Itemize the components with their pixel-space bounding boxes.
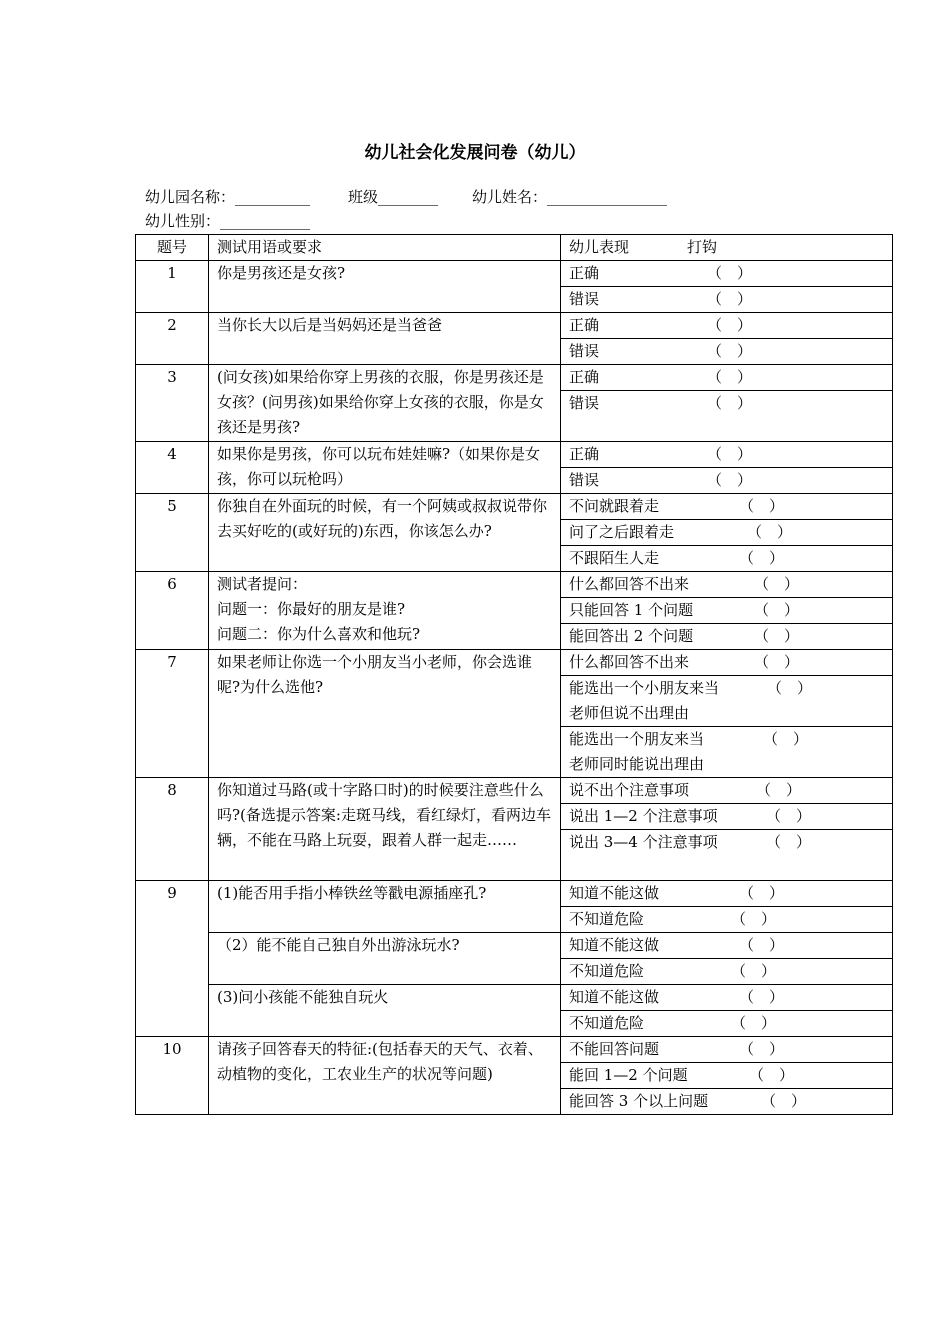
answer-option[interactable] <box>561 572 893 598</box>
answer-option[interactable] <box>561 494 893 520</box>
row-number: 7 <box>136 650 209 778</box>
check-box[interactable]: （ ） <box>739 497 785 515</box>
answer-label-cont: 老师但说不出理由 <box>569 704 690 722</box>
answer-label: 错误 <box>569 342 600 360</box>
class-field: 班级________ <box>348 188 439 206</box>
table-row <box>136 650 893 676</box>
answer-label: 能回 1—2 个问题 <box>569 1066 688 1084</box>
answer-label: 能回答出 2 个问题 <box>569 627 694 645</box>
row-number: 5 <box>136 494 209 572</box>
answer-label: 能选出一个朋友来当 <box>569 730 705 748</box>
answer-option[interactable] <box>561 985 893 1011</box>
table-row <box>136 365 893 391</box>
header-performance <box>561 235 893 261</box>
answer-label: 说不出个注意事项 <box>569 781 690 799</box>
answer-option[interactable] <box>561 391 893 442</box>
row-number: 4 <box>136 442 209 494</box>
question-line: 问题一：你最好的朋友是谁? <box>217 600 406 618</box>
answer-label: 不知道危险 <box>569 910 645 928</box>
check-box[interactable]: （ ） <box>754 653 800 671</box>
header-performance-label: 幼儿表现 <box>569 238 630 256</box>
row-number: 8 <box>136 778 209 881</box>
row-number: 9 <box>136 881 209 1037</box>
check-box[interactable]: （ ） <box>707 368 753 386</box>
kindergarten-name-field: 幼儿园名称：__________ <box>145 188 311 206</box>
answer-option[interactable] <box>561 881 893 907</box>
answer-label: 问了之后跟着走 <box>569 523 675 541</box>
question-line: 问题二：你为什么喜欢和他玩? <box>217 625 421 643</box>
answer-label: 正确 <box>569 445 600 463</box>
answer-label: 知道不能这做 <box>569 884 660 902</box>
check-box[interactable]: （ ） <box>731 962 777 980</box>
check-box[interactable]: （ ） <box>707 264 753 282</box>
answer-option[interactable] <box>561 933 893 959</box>
info-line-2 <box>145 210 310 231</box>
row-number: 1 <box>136 261 209 313</box>
check-box[interactable]: （ ） <box>747 523 793 541</box>
row-number: 6 <box>136 572 209 650</box>
page-title: 幼儿社会化发展问卷（幼儿） <box>364 143 586 163</box>
child-name-field: 幼儿姓名：________________ <box>472 188 668 206</box>
answer-label: 说出 1—2 个注意事项 <box>569 807 718 825</box>
info-line-1 <box>145 186 667 207</box>
answer-option[interactable] <box>561 520 893 546</box>
answer-label: 不知道危险 <box>569 962 645 980</box>
question-text: (3)问小孩能不能独自玩火 <box>209 985 561 1037</box>
answer-option[interactable] <box>561 287 893 313</box>
answer-option[interactable] <box>561 1089 893 1115</box>
answer-option[interactable] <box>561 1011 893 1037</box>
answer-label: 不能回答问题 <box>569 1040 660 1058</box>
check-box[interactable]: （ ） <box>707 342 753 360</box>
answer-label: 错误 <box>569 394 600 412</box>
check-box[interactable]: （ ） <box>749 1066 795 1084</box>
row-number: 10 <box>136 1037 209 1115</box>
question-text: (问女孩)如果给你穿上男孩的衣服，你是男孩还是女孩？(问男孩)如果给你穿上女孩的衣服，你是女孩还是男孩? <box>209 365 561 442</box>
table-header-row <box>136 235 893 261</box>
table-row <box>136 778 893 804</box>
table-row <box>136 261 893 287</box>
check-box[interactable]: （ ） <box>754 601 800 619</box>
answer-label: 说出 3—4 个注意事项 <box>569 833 718 851</box>
check-box[interactable]: （ ） <box>756 781 802 799</box>
answer-label: 什么都回答不出来 <box>569 575 690 593</box>
answer-label: 知道不能这做 <box>569 936 660 954</box>
row-number: 2 <box>136 313 209 365</box>
check-box[interactable]: （ ） <box>731 910 777 928</box>
table-row <box>136 881 893 907</box>
answer-label: 知道不能这做 <box>569 988 660 1006</box>
table-row <box>136 933 893 959</box>
answer-option[interactable] <box>561 676 893 727</box>
check-box[interactable]: （ ） <box>761 1092 807 1110</box>
answer-label: 错误 <box>569 290 600 308</box>
question-text: 如果老师让你选一个小朋友当小老师，你会选谁呢?为什么选他? <box>209 650 561 778</box>
answer-label-cont: 老师同时能说出理由 <box>569 755 705 773</box>
question-line: 测试者提问： <box>217 575 308 593</box>
answer-option[interactable] <box>561 624 893 650</box>
answer-option[interactable] <box>561 907 893 933</box>
check-box[interactable]: （ ） <box>767 679 813 697</box>
questionnaire-table <box>135 234 893 1115</box>
answer-option[interactable] <box>561 339 893 365</box>
answer-label: 不问就跟着走 <box>569 497 660 515</box>
answer-label: 正确 <box>569 264 600 282</box>
answer-label: 不跟陌生人走 <box>569 549 660 567</box>
check-box[interactable]: （ ） <box>766 807 812 825</box>
answer-option[interactable] <box>561 442 893 468</box>
answer-label: 不知道危险 <box>569 1014 645 1032</box>
answer-option[interactable] <box>561 261 893 287</box>
question-text <box>209 572 561 650</box>
check-box[interactable]: （ ） <box>707 394 753 412</box>
answer-label: 正确 <box>569 368 600 386</box>
answer-option[interactable] <box>561 365 893 391</box>
check-box[interactable]: （ ） <box>739 1040 785 1058</box>
answer-option[interactable] <box>561 804 893 830</box>
check-box[interactable]: （ ） <box>707 316 753 334</box>
answer-option[interactable] <box>561 313 893 339</box>
header-question: 测试用语或要求 <box>209 235 561 261</box>
question-text: 你知道过马路(或十字路口时)的时候要注意些什么吗?(备选提示答案:走斑马线，看红绿灯，看两边车辆，不能在马路上玩耍，跟着人群一起走…… <box>209 778 561 881</box>
check-box[interactable]: （ ） <box>763 730 809 748</box>
answer-option[interactable] <box>561 1063 893 1089</box>
answer-option[interactable] <box>561 1037 893 1063</box>
question-text: 当你长大以后是当妈妈还是当爸爸 <box>209 313 561 365</box>
check-box[interactable]: （ ） <box>754 627 800 645</box>
check-box[interactable]: （ ） <box>739 988 785 1006</box>
answer-label: 错误 <box>569 471 600 489</box>
question-text: 你独自在外面玩的时候，有一个阿姨或叔叔说带你去买好吃的(或好玩的)东西，你该怎么办? <box>209 494 561 572</box>
answer-option[interactable] <box>561 598 893 624</box>
check-box[interactable]: （ ） <box>739 884 785 902</box>
answer-option[interactable] <box>561 727 893 778</box>
answer-option[interactable] <box>561 546 893 572</box>
check-box[interactable]: （ ） <box>707 290 753 308</box>
check-box[interactable]: （ ） <box>739 936 785 954</box>
answer-label: 只能回答 1 个问题 <box>569 601 694 619</box>
check-box[interactable]: （ ） <box>754 575 800 593</box>
table-row <box>136 494 893 520</box>
check-box[interactable]: （ ） <box>731 1014 777 1032</box>
check-box[interactable]: （ ） <box>707 471 753 489</box>
question-text: 请孩子回答春天的特征:(包括春天的天气、衣着、动植物的变化，工农业生产的状况等问题) <box>209 1037 561 1115</box>
answer-label: 正确 <box>569 316 600 334</box>
table-row <box>136 572 893 598</box>
header-check-label: 打钩 <box>687 238 718 256</box>
answer-label: 什么都回答不出来 <box>569 653 690 671</box>
table-row <box>136 313 893 339</box>
answer-option[interactable] <box>561 830 893 881</box>
answer-label: 能回答 3 个以上问题 <box>569 1092 709 1110</box>
question-text: （2）能不能自己独自外出游泳玩水? <box>209 933 561 985</box>
check-box[interactable]: （ ） <box>739 549 785 567</box>
answer-option[interactable] <box>561 778 893 804</box>
answer-option[interactable] <box>561 468 893 494</box>
answer-option[interactable] <box>561 650 893 676</box>
check-box[interactable]: （ ） <box>707 445 753 463</box>
table-row <box>136 442 893 468</box>
answer-label: 能选出一个小朋友来当 <box>569 679 720 697</box>
question-text: (1)能否用手指小棒铁丝等戳电源插座孔? <box>209 881 561 933</box>
question-text: 如果你是男孩，你可以玩布娃娃嘛?（如果你是女孩，你可以玩枪吗） <box>209 442 561 494</box>
question-text: 你是男孩还是女孩? <box>209 261 561 313</box>
header-no: 题号 <box>136 235 209 261</box>
table-row <box>136 1037 893 1063</box>
table-row <box>136 985 893 1011</box>
row-number: 3 <box>136 365 209 442</box>
answer-option[interactable] <box>561 959 893 985</box>
check-box[interactable]: （ ） <box>766 833 812 851</box>
child-gender-field: 幼儿性别：____________ <box>145 212 311 230</box>
